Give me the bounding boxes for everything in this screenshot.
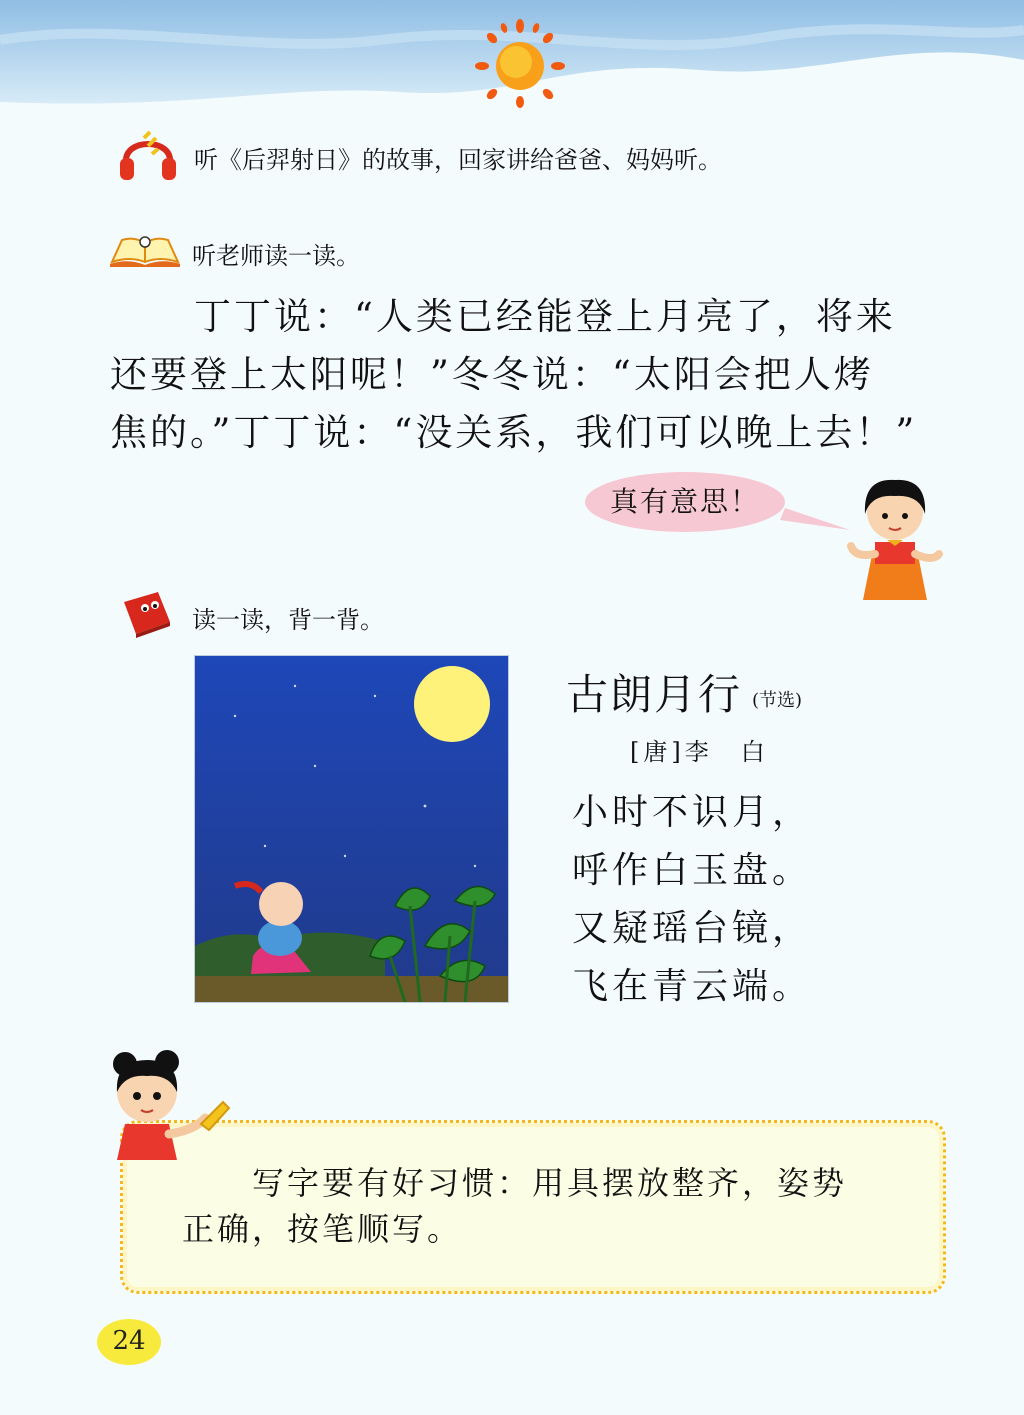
tip-line: 正确，按笔顺写。 bbox=[182, 1210, 463, 1248]
page-number: 24 bbox=[112, 1326, 146, 1356]
book-icon bbox=[118, 588, 174, 638]
activity-teacher-read: 听老师读一读。 bbox=[192, 242, 360, 270]
poem-excerpt-note: (节选) bbox=[752, 690, 803, 711]
activity-listen-story: 听《后羿射日》的故事，回家讲给爸爸、妈妈听。 bbox=[194, 146, 722, 174]
story-line: 还要登上太阳呢！”冬冬说：“太阳会把人烤 bbox=[110, 353, 874, 396]
speech-bubble-text: 真有意思！ bbox=[610, 485, 761, 518]
poem-line: 呼作白玉盘。 bbox=[572, 850, 813, 891]
poem-line: 小时不识月， bbox=[572, 792, 813, 833]
story-paragraph bbox=[110, 288, 950, 462]
pointing-girl-illustration bbox=[105, 1048, 240, 1160]
activity-read-recite: 读一读，背一背。 bbox=[192, 606, 384, 634]
headphones-icon bbox=[118, 128, 178, 184]
story-line: 丁丁说：“人类已经能登上月亮了，将来 bbox=[194, 295, 896, 338]
story-line: 焦的。”丁丁说：“没关系，我们可以晚上去！” bbox=[110, 411, 918, 454]
poem-author: [唐]李 白 bbox=[630, 738, 769, 766]
tip-line: 写字要有好习惯：用具摆放整齐，姿势 bbox=[252, 1164, 848, 1202]
poem-line: 飞在青云端。 bbox=[572, 966, 813, 1007]
open-book-icon bbox=[108, 232, 182, 268]
girl-character-illustration bbox=[845, 470, 945, 605]
poem-line: 又疑瑶台镜， bbox=[572, 908, 813, 949]
writing-tip-text bbox=[182, 1160, 902, 1252]
poem-title: 古朗月行 bbox=[566, 670, 743, 719]
sun-icon bbox=[470, 18, 570, 108]
moon-night-illustration bbox=[194, 655, 509, 1003]
